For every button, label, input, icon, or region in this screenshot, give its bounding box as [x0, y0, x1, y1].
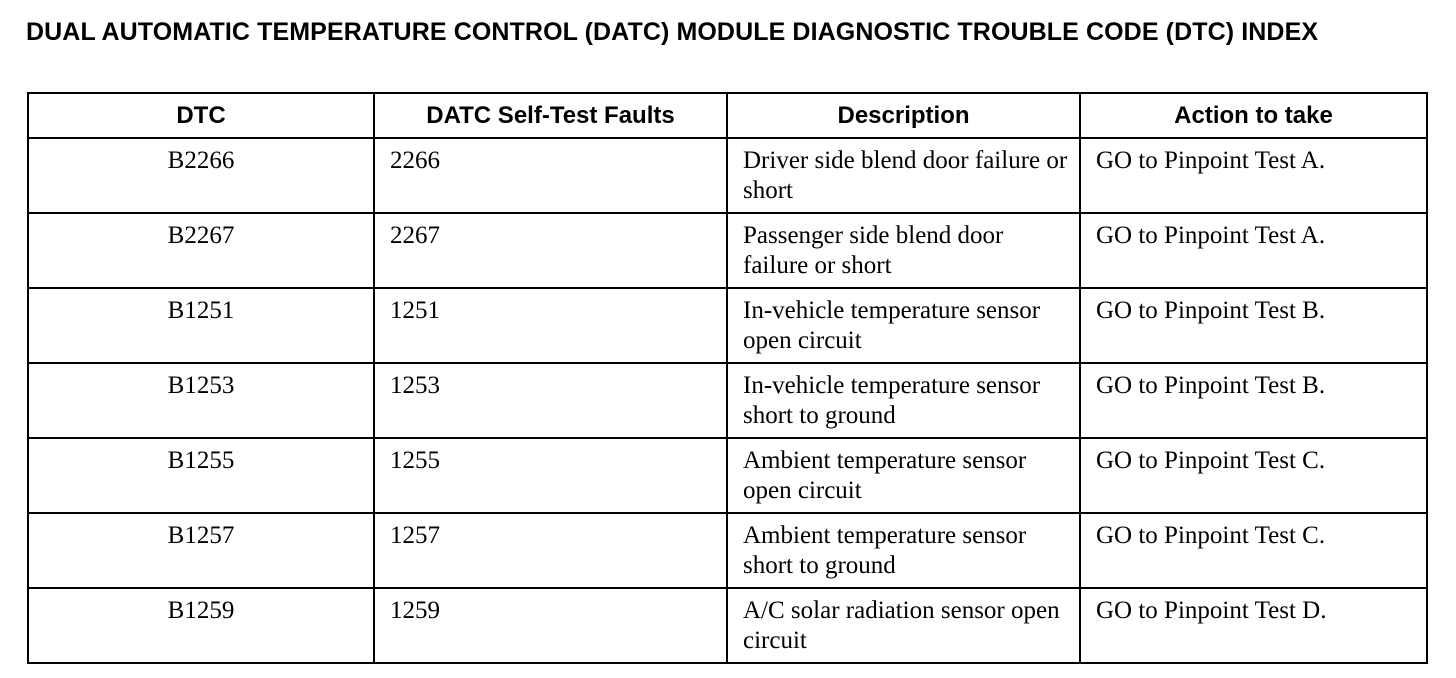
- fault-cell: [374, 288, 727, 363]
- action-text: GO to Pinpoint Test B.: [1096, 372, 1326, 399]
- action-cell: [1080, 363, 1427, 438]
- column-header-dtc: DTC: [28, 93, 374, 138]
- dtc-cell: [28, 288, 374, 363]
- description-text: In-vehicle temperature sensor short to ground: [743, 372, 1041, 429]
- dtc-code: B1253: [167, 372, 235, 399]
- fault-code: 1251: [390, 297, 440, 324]
- action-text: GO to Pinpoint Test A.: [1096, 147, 1326, 174]
- action-text: GO to Pinpoint Test A.: [1096, 222, 1326, 249]
- dtc-index-table: [27, 92, 1428, 664]
- fault-cell: [374, 138, 727, 213]
- action-text: GO to Pinpoint Test C.: [1096, 447, 1326, 474]
- dtc-code: B2266: [167, 147, 235, 174]
- table-header-row: [28, 93, 1427, 138]
- action-cell: [1080, 438, 1427, 513]
- description-cell: [727, 438, 1080, 513]
- dtc-code: B1259: [167, 597, 235, 624]
- dtc-cell: [28, 588, 374, 663]
- table-row: [28, 288, 1427, 363]
- action-cell: [1080, 288, 1427, 363]
- fault-code: 1257: [390, 522, 440, 549]
- fault-code: 1253: [390, 372, 440, 399]
- dtc-code: B2267: [167, 222, 235, 249]
- description-cell: [727, 363, 1080, 438]
- table-row: [28, 513, 1427, 588]
- description-cell: [727, 288, 1080, 363]
- description-cell: [727, 138, 1080, 213]
- dtc-cell: [28, 513, 374, 588]
- dtc-code: B1257: [167, 522, 235, 549]
- dtc-cell: [28, 138, 374, 213]
- table-row: [28, 363, 1427, 438]
- action-cell: [1080, 138, 1427, 213]
- action-text: GO to Pinpoint Test C.: [1096, 522, 1326, 549]
- table-row: [28, 438, 1427, 513]
- action-cell: [1080, 588, 1427, 663]
- dtc-cell: [28, 363, 374, 438]
- table-row: [28, 138, 1427, 213]
- dtc-code: B1251: [167, 297, 235, 324]
- action-text: GO to Pinpoint Test B.: [1096, 297, 1326, 324]
- fault-code: 1255: [390, 447, 440, 474]
- description-text: Driver side blend door failure or short: [743, 147, 1068, 204]
- column-header-action: Action to take: [1080, 93, 1427, 138]
- fault-cell: [374, 363, 727, 438]
- action-cell: [1080, 213, 1427, 288]
- dtc-code: B1255: [167, 447, 235, 474]
- fault-code: 2266: [390, 147, 440, 174]
- description-text: Ambient temperature sensor open circuit: [743, 447, 1027, 504]
- description-text: Passenger side blend door failure or short: [743, 222, 1004, 279]
- column-header-self-test-faults: DATC Self-Test Faults: [374, 93, 727, 138]
- description-cell: [727, 513, 1080, 588]
- description-cell: [727, 213, 1080, 288]
- description-text: A/C solar radiation sensor open circuit: [743, 597, 1060, 654]
- description-cell: [727, 588, 1080, 663]
- fault-code: 1259: [390, 597, 440, 624]
- page-title: DUAL AUTOMATIC TEMPERATURE CONTROL (DATC) MODULE DIAGNOSTIC TROUBLE CODE (DTC) INDEX: [26, 18, 1319, 46]
- dtc-cell: [28, 213, 374, 288]
- column-header-description: Description: [727, 93, 1080, 138]
- action-cell: [1080, 513, 1427, 588]
- fault-code: 2267: [390, 222, 440, 249]
- fault-cell: [374, 438, 727, 513]
- fault-cell: [374, 213, 727, 288]
- table-row: [28, 588, 1427, 663]
- fault-cell: [374, 588, 727, 663]
- description-text: In-vehicle temperature sensor open circuit: [743, 297, 1041, 354]
- description-text: Ambient temperature sensor short to ground: [743, 522, 1027, 579]
- dtc-cell: [28, 438, 374, 513]
- table-row: [28, 213, 1427, 288]
- fault-cell: [374, 513, 727, 588]
- action-text: GO to Pinpoint Test D.: [1096, 597, 1327, 624]
